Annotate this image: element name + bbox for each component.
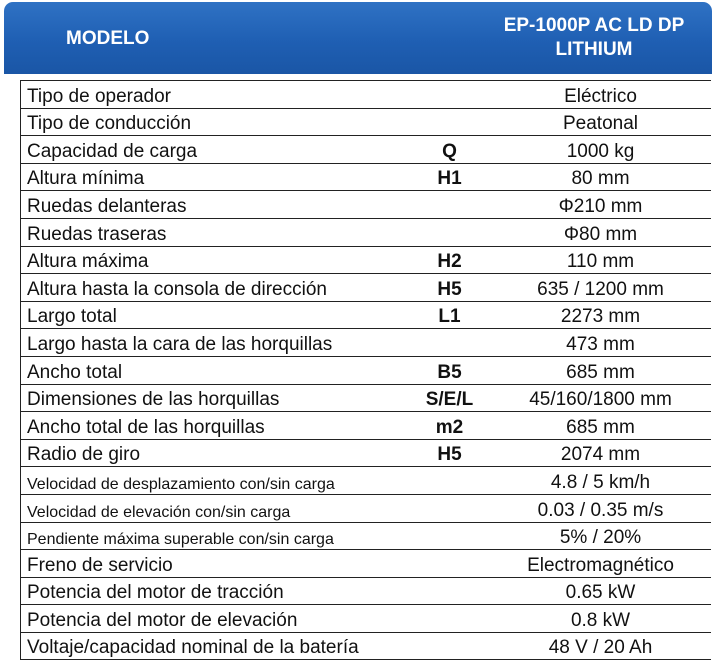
table-row xyxy=(21,467,711,495)
row-value: Φ80 mm xyxy=(491,218,711,246)
row-label: Radio de giro xyxy=(21,439,409,467)
table-row xyxy=(21,522,711,550)
row-value: 685 mm xyxy=(491,412,711,440)
row-symbol: H1 xyxy=(409,163,491,191)
row-value: 110 mm xyxy=(491,246,711,274)
row-label: Freno de servicio xyxy=(21,550,409,578)
row-label: Voltaje/capacidad nominal de la batería xyxy=(21,632,409,660)
row-label: Altura mínima xyxy=(21,163,409,191)
row-symbol xyxy=(409,632,491,660)
row-symbol: H5 xyxy=(409,274,491,302)
table-row xyxy=(21,550,711,578)
header-model xyxy=(474,14,714,62)
table-row xyxy=(21,605,711,633)
header-label: MODELO xyxy=(66,28,150,49)
table-row xyxy=(21,577,711,605)
row-label: Ancho total de las horquillas xyxy=(21,412,409,440)
row-symbol: Q xyxy=(409,136,491,164)
row-label: Capacidad de carga xyxy=(21,136,409,164)
row-label: Largo hasta la cara de las horquillas xyxy=(21,329,409,357)
table-row xyxy=(21,632,711,660)
row-label: Tipo de operador xyxy=(21,81,409,109)
row-value: 0.65 kW xyxy=(491,577,711,605)
table-row xyxy=(21,136,711,164)
row-value: 45/160/1800 mm xyxy=(491,384,711,412)
header-model-line2: LITHIUM xyxy=(555,39,633,60)
table-row xyxy=(21,329,711,357)
row-value: 2074 mm xyxy=(491,439,711,467)
table-row xyxy=(21,439,711,467)
row-value: 80 mm xyxy=(491,163,711,191)
table-row xyxy=(21,218,711,246)
row-label: Potencia del motor de elevación xyxy=(21,605,409,633)
row-value: 0.03 / 0.35 m/s xyxy=(491,494,711,522)
row-value: 635 / 1200 mm xyxy=(491,274,711,302)
table-row xyxy=(21,108,711,136)
row-value: 1000 kg xyxy=(491,136,711,164)
row-label: Ancho total xyxy=(21,356,409,384)
row-label: Velocidad de elevación con/sin carga xyxy=(21,494,409,522)
table-row xyxy=(21,163,711,191)
row-symbol: m2 xyxy=(409,412,491,440)
table-row xyxy=(21,191,711,219)
row-label: Altura máxima xyxy=(21,246,409,274)
row-value: Φ210 mm xyxy=(491,191,711,219)
table-row xyxy=(21,301,711,329)
row-label: Tipo de conducción xyxy=(21,108,409,136)
row-value: 0.8 kW xyxy=(491,605,711,633)
header-model-line1: EP-1000P AC LD DP xyxy=(503,15,685,36)
table-row xyxy=(21,384,711,412)
row-symbol: H5 xyxy=(409,439,491,467)
row-symbol xyxy=(409,218,491,246)
row-symbol xyxy=(409,329,491,357)
row-value: 5% / 20% xyxy=(491,522,711,550)
table-row xyxy=(21,494,711,522)
row-symbol xyxy=(409,494,491,522)
row-label: Potencia del motor de tracción xyxy=(21,577,409,605)
row-symbol xyxy=(409,467,491,495)
row-label: Pendiente máxima superable con/sin carga xyxy=(21,522,409,550)
row-symbol xyxy=(409,191,491,219)
row-label: Ruedas traseras xyxy=(21,218,409,246)
table-row xyxy=(21,246,711,274)
row-symbol: B5 xyxy=(409,356,491,384)
row-label: Ruedas delanteras xyxy=(21,191,409,219)
row-value: Electromagnético xyxy=(491,550,711,578)
row-symbol xyxy=(409,108,491,136)
spec-table xyxy=(20,80,711,660)
row-value: Peatonal xyxy=(491,108,711,136)
row-symbol xyxy=(409,522,491,550)
table-row xyxy=(21,274,711,302)
table-row xyxy=(21,356,711,384)
row-symbol xyxy=(409,81,491,109)
row-label: Velocidad de desplazamiento con/sin carga xyxy=(21,467,409,495)
row-value: 4.8 / 5 km/h xyxy=(491,467,711,495)
row-symbol: H2 xyxy=(409,246,491,274)
row-label: Altura hasta la consola de dirección xyxy=(21,274,409,302)
row-value: 473 mm xyxy=(491,329,711,357)
row-symbol: L1 xyxy=(409,301,491,329)
table-header xyxy=(4,2,712,74)
row-value: 2273 mm xyxy=(491,301,711,329)
table-row xyxy=(21,412,711,440)
row-symbol xyxy=(409,605,491,633)
row-value: 685 mm xyxy=(491,356,711,384)
row-value: 48 V / 20 Ah xyxy=(491,632,711,660)
table-row xyxy=(21,81,711,109)
row-value: Eléctrico xyxy=(491,81,711,109)
row-label: Largo total xyxy=(21,301,409,329)
row-label: Dimensiones de las horquillas xyxy=(21,384,409,412)
row-symbol xyxy=(409,577,491,605)
row-symbol xyxy=(409,550,491,578)
row-symbol: S/E/L xyxy=(409,384,491,412)
